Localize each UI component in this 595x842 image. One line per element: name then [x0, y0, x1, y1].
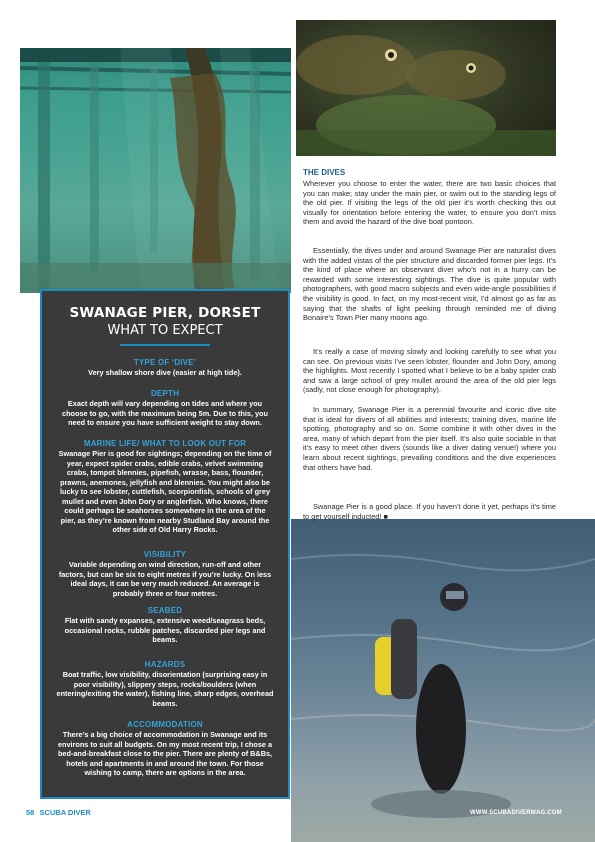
box-divider — [120, 344, 210, 346]
section-heading-seabed: SEABED — [147, 606, 183, 615]
section-body-marine-life: Swanage Pier is good for sightings; depending on the time of year, expect spider crabs, edible crabs, velvet swimming crabs, tompot blennies, pipefish, wrasse, bass, flounder, prawns, anemones, jellyfish and blennies. You might also be lucky to see lobster, cuttlefish, scorpionfish, schools of grey mullet and even John Dory or anglerfish. Who knows, there could perhaps be seahorses somewhere in the area of the pier, as they’re known from nearby Studland Bay around the other side of Old Harry Rocks. — [58, 449, 272, 534]
section-body-seabed: Flat with sandy expanses, extensive weed/seagrass beds, occasional rocks, rubble patches, discarded pier legs and beams. — [64, 616, 266, 644]
article-paragraph: Swanage Pier is a good place. If you haven’t done it yet, perhaps it’s time to get yourself inducted! ■ — [303, 502, 556, 521]
website-url: WWW.SCUBADIVERMAG.COM — [470, 810, 562, 816]
section-heading-type: TYPE OF ‘DIVE’ — [133, 358, 197, 367]
box-subtitle: WHAT TO EXPECT — [107, 323, 223, 338]
section-body-hazards: Boat traffic, low visibility, disorientation (surprising easy in poor visibility), slippery steps, rocks/boulders (when entering/exiting the water), fishing line, sharp edges, overhead beams. — [56, 670, 274, 708]
section-body-accommodation: There’s a big choice of accommodation in Swanage and its environs to suit all budgets. On my most recent trip, I chose a bed-and-breakfast close to the pier. There are plenty of B&Bs, hotels and apartments in and around the town. For those wishing to camp, there are options in the area. — [57, 730, 273, 777]
article-paragraph: It’s really a case of moving slowly and looking carefully to see what you can see. On previous visits I’ve seen lobster, flounder and John Dory, among the highlights. Most recently I spotted what I believe to be a baby spider crab and saw a large school of grey mullet around the area of the old pier legs (sadly, not close enough for photography). — [303, 347, 556, 395]
section-heading-visibility: VISIBILITY — [143, 550, 187, 559]
photo-diver-entering-water — [291, 519, 595, 842]
article-paragraph: Essentially, the dives under and around Swanage Pier are naturalist dives with the added vistas of the pier structure and discarded former pier legs. It’s the kind of place where an observant diver who’s not in a hurry can be rewarded with some interesting sightings. The dive is quite popular with photographers, with good macro subjects and even wide-angle possibilities if the visibility is good. In fact, on my most-recent visit, I’d almost go as far as saying that the shafts of light peeking through reminded me of diving Bonaire’s Town Pier many moons ago. — [303, 246, 556, 323]
section-heading-depth: DEPTH — [150, 389, 180, 398]
section-heading-accommodation: ACCOMMODATION — [127, 720, 203, 729]
magazine-name: SCUBA DIVER — [39, 808, 91, 817]
section-body-visibility: Variable depending on wind direction, run-off and other factors, but can be six to eight metres if you’re lucky. On less ideal days, it can be very much reduced. An average is probably three or four metres. — [58, 560, 272, 598]
section-body-type: Very shallow shore dive (easier at high tide). — [88, 368, 242, 377]
section-heading-marine-life: MARINE LIFE/ WHAT TO LOOK OUT FOR — [83, 439, 247, 448]
folio — [26, 808, 91, 817]
article-paragraph: Wherever you choose to enter the water, there are two basic choices that you can make; stay under the main pier, or swim out to the standing legs of the old pier. If visiting the legs of the old pier it’s worth checking this out visually for orientation before entering the water, to ensure you don’t miss them and avoid the hazard of the dive boat pontoon. — [303, 179, 556, 227]
section-body-depth: Exact depth will vary depending on tides and where you choose to go, with the maximum being 5m. Due to this, you need to ensure you have sufficient weight to stay down. — [62, 399, 268, 427]
section-heading-hazards: HAZARDS — [144, 660, 186, 669]
box-title: SWANAGE PIER, DORSET — [69, 305, 261, 321]
what-to-expect-box — [40, 289, 290, 799]
article-paragraph: In summary, Swanage Pier is a perennial favourite and iconic dive site that is ideal for divers of all abilities and interests; training dives, marine life spotting, photography and so on. Some combine it with other dives in the area, many of which depart from the pier itself. It’s also quite sociable in that it’s easy to meet other divers (sounds like a diver dating venue!) where you learn about recent sightings, prevailing conditions and the dive experiences that others have had. — [303, 405, 556, 472]
page-number: 58 — [26, 808, 35, 817]
article-heading: THE DIVES — [303, 168, 346, 177]
photo-underwater-pier — [20, 48, 291, 293]
photo-blennies — [296, 20, 556, 156]
